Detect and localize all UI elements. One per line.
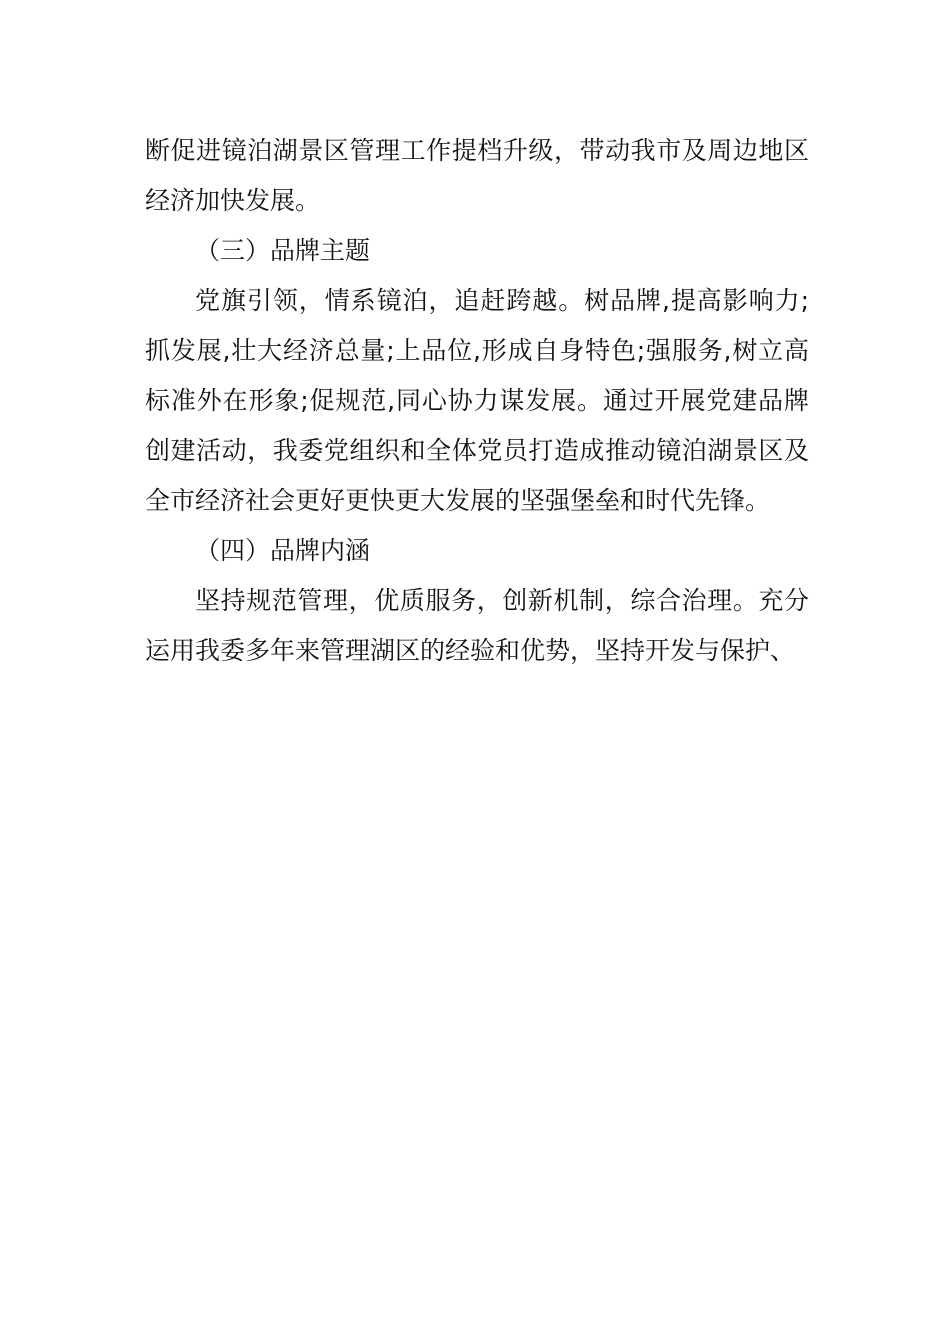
paragraph-continuation: 断促进镜泊湖景区管理工作提档升级，带动我市及周边地区经济加快发展。 [145, 136, 809, 215]
section-heading-brand-connotation: （四）品牌内涵 [195, 536, 371, 565]
section-heading-brand-theme: （三）品牌主题 [195, 236, 371, 265]
document-body [145, 126, 809, 676]
paragraph-brand-connotation: 坚持规范管理，优质服务，创新机制，综合治理。充分运用我委多年来管理湖区的经验和优势，坚持开发与保护、 [145, 586, 809, 665]
paragraph-brand-theme: 党旗引领，情系镜泊，追赶跨越。树品牌,提高影响力;抓发展,壮大经济总量;上品位,形成自身特色;强服务,树立高标准外在形象;促规范,同心协力谋发展。通过开展党建品牌创建活动，我委党组织和全体党员打造成推动镜泊湖景区及全市经济社会更好更快更大发展的坚强堡垒和时代先锋。 [145, 286, 809, 515]
